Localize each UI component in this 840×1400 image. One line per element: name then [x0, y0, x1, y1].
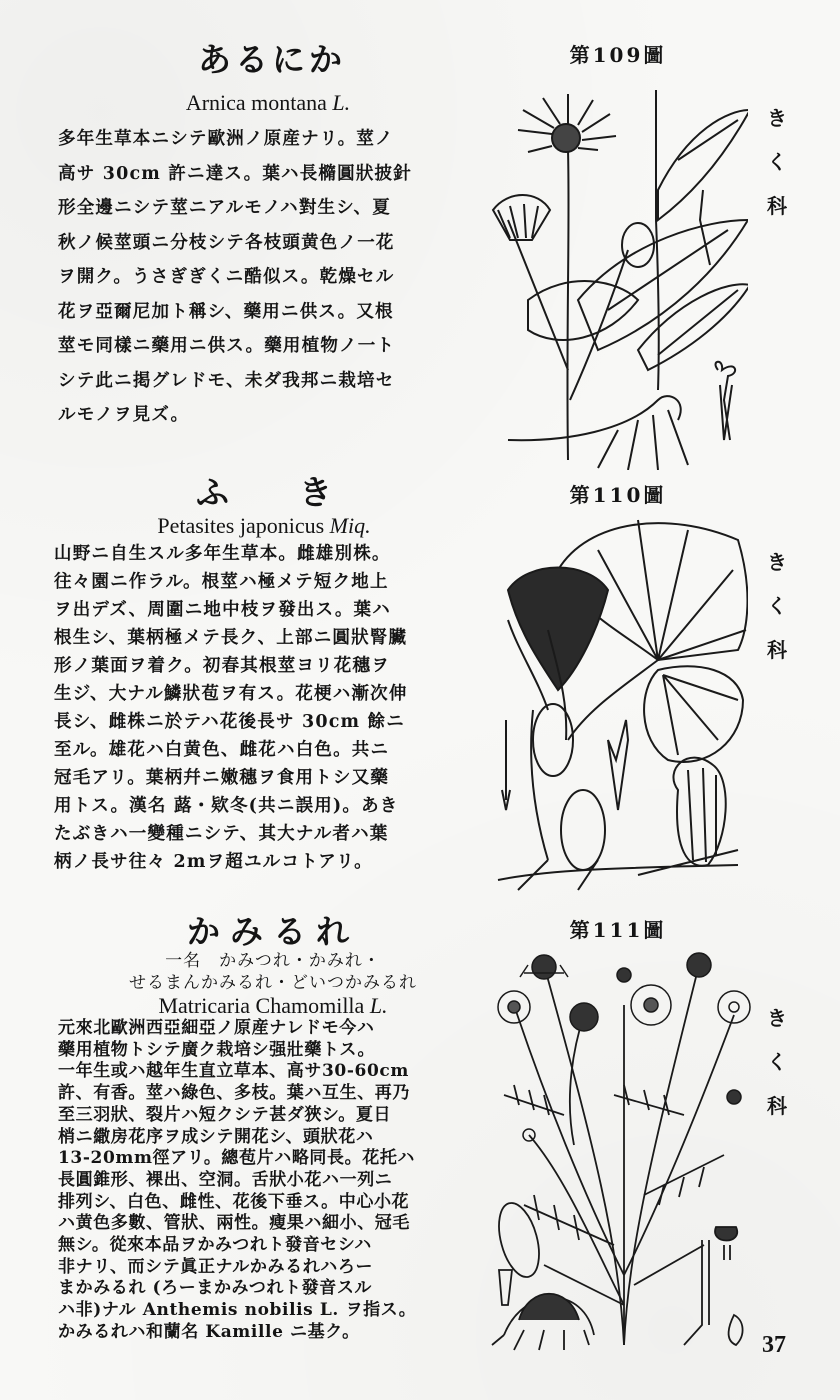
figure-label: 第109圖 [569, 43, 667, 67]
author-abbrev: L. [332, 90, 351, 115]
figure-111 [488, 915, 748, 1355]
petasites-illustration-icon [488, 510, 748, 895]
alternate-names: 一名 かみつれ・かみれ・ せるまんかみるれ・どいつかみるれ [129, 951, 417, 993]
entry-description: 元來北歐洲西亞細亞ノ原産ナレドモ今ハ 藥用植物トシテ廣ク栽培シ强壯藥トス。 一年生或ハ越年生直立草本、高サ30-60cm 許、有香。莖ハ綠色、多枝。葉ハ互生、再乃 至三羽狀、裂片ハ短クシテ甚ダ狹シ。夏日 梢ニ繖房花序ヲ成シテ開花シ、頭狀花ハ 13-20mm徑アリ。總苞片ハ略同長。花托ハ 長圓錐形、裸出、空洞。舌狀小花ハ一列ニ 排列シ、白色、雌性、花後下垂ス。中心小花 ハ黄色多數、管狀、兩性。瘦果ハ細小、冠毛 無シ。從來本品ヲかみつれト發音セシハ 非ナリ、而シテ眞正ナルかみるれハろー まかみるれ (ろーまかみつれト發音スル ハ非)ナル Anthemis nobilis L. ヲ指ス。 かみるれハ和蘭名 Kamille ニ基ク。 [58, 1018, 417, 1342]
latin-name: Matricaria Chamomilla L. [158, 993, 388, 1018]
entry-description: 山野ニ自生スル多年生草本。雌雄別株。 往々園ニ作ラル。根莖ハ極メテ短ク地上 ヲ出デズ、周圍ニ地中枝ヲ發出ス。葉ハ 根生シ、葉柄極メテ長ク、上部ニ圓狀腎臟 形ノ葉面ヲ着ク。初春其根莖ヨリ花穗ヲ 生ジ、大ナル鱗狀苞ヲ有ス。花梗ハ漸次伸 長シ、雌株ニ於テハ花後長サ 30cm 餘ニ 至ル。雄花ハ白黄色、雌花ハ白色。共ニ 冠毛アリ。葉柄幷ニ嫩穗ヲ食用トシ又藥 用トス。漢名 蕗・欵冬(共ニ誤用)。あき たぶきハ一變種ニシテ、其大ナル者ハ葉 柄ノ長サ往々 2mヲ超ユルコトアリ。 [54, 544, 408, 872]
author-abbrev: Miq. [329, 513, 371, 538]
family-label: き く 科 [767, 550, 787, 662]
figure-label: 第111圖 [569, 918, 667, 942]
entry-title-jp: ふき [196, 473, 402, 512]
page-number: 37 [762, 1332, 786, 1358]
figure-110 [488, 480, 748, 895]
latin-name: Petasites japonicus Miq. [157, 513, 371, 538]
figure-109 [488, 40, 748, 470]
family-label: き く 科 [767, 1006, 787, 1118]
latin-name: Arnica montana L. [185, 90, 351, 115]
entry-title-jp: あるにか [198, 40, 346, 79]
entry-description: 多年生草本ニシテ歐洲ノ原産ナリ。莖ノ 高サ 30cm 許ニ達ス。葉ハ長橢圓狀披針 形全邊ニシテ莖ニアルモノハ對生シ、夏 秋ノ候莖頭ニ分枝シテ各枝頭黄色ノ一花 ヲ開ク。うさぎぎくニ酷似ス。乾燥セル 花ヲ亞爾尼加ト稱シ、藥用ニ供ス。又根 莖モ同樣ニ藥用ニ供ス。藥用植物ノ一ト シテ此ニ掲グレドモ、未ダ我邦ニ栽培セ ルモノヲ見ズ。 [58, 129, 412, 425]
matricaria-illustration-icon [484, 945, 754, 1355]
author-abbrev: L. [369, 993, 388, 1018]
family-label: き く 科 [767, 106, 787, 218]
figure-label: 第110圖 [569, 483, 667, 507]
entry-title-jp: かみるれ [187, 912, 359, 951]
arnica-illustration-icon [488, 70, 748, 470]
